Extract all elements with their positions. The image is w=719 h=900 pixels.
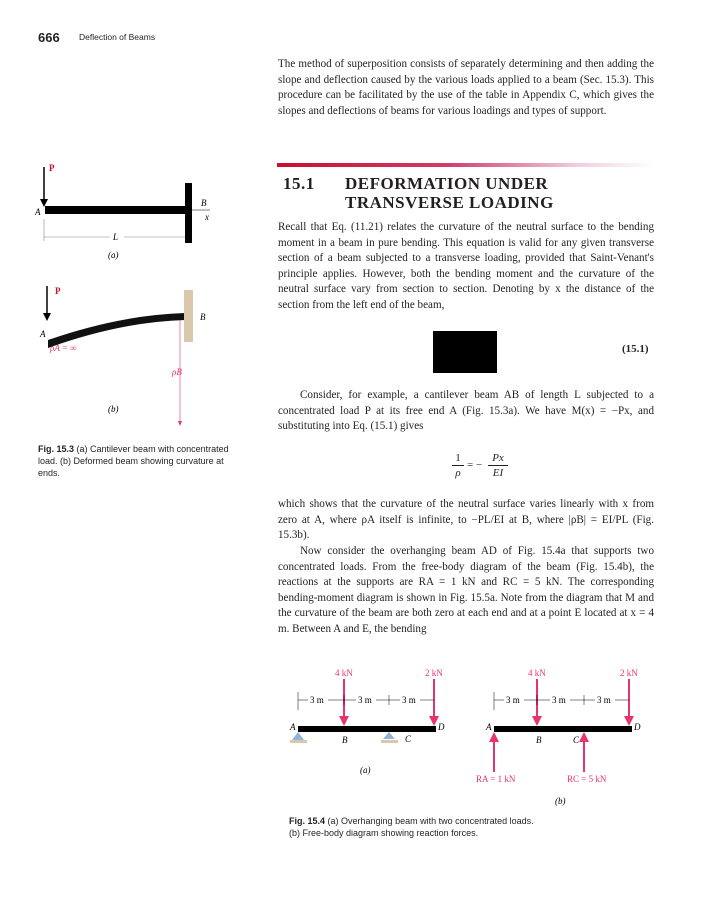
label-B-a: B [201, 198, 207, 208]
load2-a: 2 kN [425, 668, 443, 678]
section-title-line1: DEFORMATION UNDER [345, 174, 549, 193]
fig154a [289, 668, 445, 775]
figure-15-3 [30, 155, 240, 445]
label-C-154b: C [573, 735, 580, 745]
section-rule [277, 163, 654, 167]
label-D-154a: D [438, 722, 445, 732]
label-RA: RA = 1 kN [476, 774, 516, 784]
paragraph-1: Recall that Eq. (11.21) relates the curvature of the neutral surface to the bending moment in a beam in pure bending. This equation is valid for any given transverse section of a beam subjected to a transverse loading, provided that Saint-Venant's principle applies. However, both the bending moment and the curvature of the neutral surface vary from section to section. Denoting by x the distance of the section from the left end of the beam, [278, 221, 654, 311]
load2-b: 2 kN [620, 668, 638, 678]
caption-15-3-text: (a) Cantilever beam with concentrated load. (b) Deformed beam showing curvature at ends. [38, 444, 229, 478]
dim-b1: 3 m [506, 695, 520, 705]
dim-b2: 3 m [552, 695, 566, 705]
dim-b3: 3 m [597, 695, 611, 705]
label-L: L [113, 232, 119, 242]
label-RC: RC = 5 kN [567, 774, 607, 784]
label-P-a: P [49, 163, 55, 173]
label-B-154a: B [342, 735, 348, 745]
caption-15-3 [38, 443, 238, 479]
label-A-b: A [40, 329, 46, 339]
label-x: x [205, 212, 209, 222]
curvature-equation [452, 452, 512, 482]
load-P-arrowhead [40, 199, 48, 207]
fig153b [39, 286, 206, 426]
sub-b-154: (b) [555, 796, 566, 806]
paragraph-2: Consider, for example, a cantilever beam AB of length L subjected to a concentrated load P at its free end A (Fig. 15.3a). We have M(x) = −Px, and substituting into Eq. (15.1) gives [278, 389, 654, 433]
label-B-154b: B [536, 735, 542, 745]
load-P-b-arrowhead [43, 313, 51, 321]
caption-15-4-line1-wrap [289, 815, 649, 827]
caption-15-4-line2: (b) Free-body diagram showing reaction forces. [289, 828, 479, 838]
roller-support-C [383, 732, 395, 739]
RC-head [579, 732, 589, 742]
dim-a3: 3 m [402, 695, 416, 705]
equation-image [433, 331, 497, 373]
load1-a-head [339, 716, 349, 726]
eq-rhs-bar [488, 465, 508, 466]
pin-support-A [292, 732, 304, 740]
label-A-154b: A [486, 722, 492, 732]
ground-C [381, 740, 398, 743]
label-A-a: A [35, 207, 41, 217]
load2-b-head [624, 716, 634, 726]
label-rhoB: ρB [172, 367, 182, 377]
section-title [345, 174, 554, 212]
label-B-b: B [200, 312, 206, 322]
fig153a [34, 163, 210, 260]
equation-number: (15.1) [622, 343, 649, 355]
ground-A [290, 740, 307, 743]
sub-a-154: (a) [360, 765, 371, 775]
eq-lhs-bar [452, 465, 464, 466]
eq-rhs-den: EI [492, 467, 504, 479]
label-C-154a: C [405, 734, 412, 744]
eq-lhs-num: 1 [455, 452, 461, 464]
dim-a2: 3 m [358, 695, 372, 705]
rho-B-arrowhead [178, 421, 182, 426]
sub-a-153: (a) [108, 250, 119, 260]
page-number: 666 [38, 30, 60, 45]
beam-154b [494, 726, 632, 732]
section-title-line2: TRANSVERSE LOADING [345, 193, 554, 212]
eq-rhs-num: Px [492, 452, 504, 464]
load1-a: 4 kN [335, 668, 353, 678]
wall-a [185, 183, 192, 243]
label-A-154a: A [290, 722, 296, 732]
caption-15-4-line1: (a) Overhanging beam with two concentrated loads. [327, 816, 534, 826]
RA-head [489, 732, 499, 742]
label-P-b: P [55, 286, 61, 296]
fig154b [476, 668, 641, 806]
wall-b [184, 290, 193, 342]
paragraph-3: which shows that the curvature of the neutral surface varies linearly with x from zero at A, where ρA itself is infinite, to −PL/EI at B, where |ρB| = EI/PL (Fig. 15.3b). [278, 498, 654, 542]
intro-paragraph: The method of superposition consists of separately determining and then adding the slope and deflection caused by the various loads applied to a beam (Sec. 15.3). This procedure can be facilitated by the use of the table in Appendix C, which gives the slopes and deflections of beams for various loadings and types of support. [278, 58, 654, 117]
caption-15-4 [289, 815, 649, 839]
chapter-title: Deflection of Beams [79, 32, 156, 42]
caption-15-3-num: Fig. 15.3 [38, 444, 75, 454]
label-D-154b: D [634, 722, 641, 732]
figure-15-4 [280, 660, 660, 810]
beam-154a [298, 726, 436, 732]
dim-a1: 3 m [310, 695, 324, 705]
eq-lhs-den: ρ [455, 467, 461, 479]
eq-equals: = − [467, 459, 483, 471]
sub-b-153: (b) [108, 404, 119, 414]
section-number: 15.1 [283, 174, 315, 193]
load1-b: 4 kN [528, 668, 546, 678]
load1-b-head [532, 716, 542, 726]
paragraph-4: Now consider the overhanging beam AD of Fig. 15.4a that supports two concentrated loads. From the free-body diagram of the beam (Fig. 15.4b), the reactions at the supports are RA = 1 kN and RC = 5 kN. The corresponding bending-moment diagram is shown in Fig. 15.5a. Note from the diagram that M and the curvature of the beam are both zero at each end and at a point E located at x = 4 m. Between A and E, the bending [278, 545, 654, 635]
caption-15-4-num: Fig. 15.4 [289, 816, 326, 826]
beam-a [45, 206, 187, 214]
label-rhoA: ρA = ∞ [50, 343, 77, 353]
